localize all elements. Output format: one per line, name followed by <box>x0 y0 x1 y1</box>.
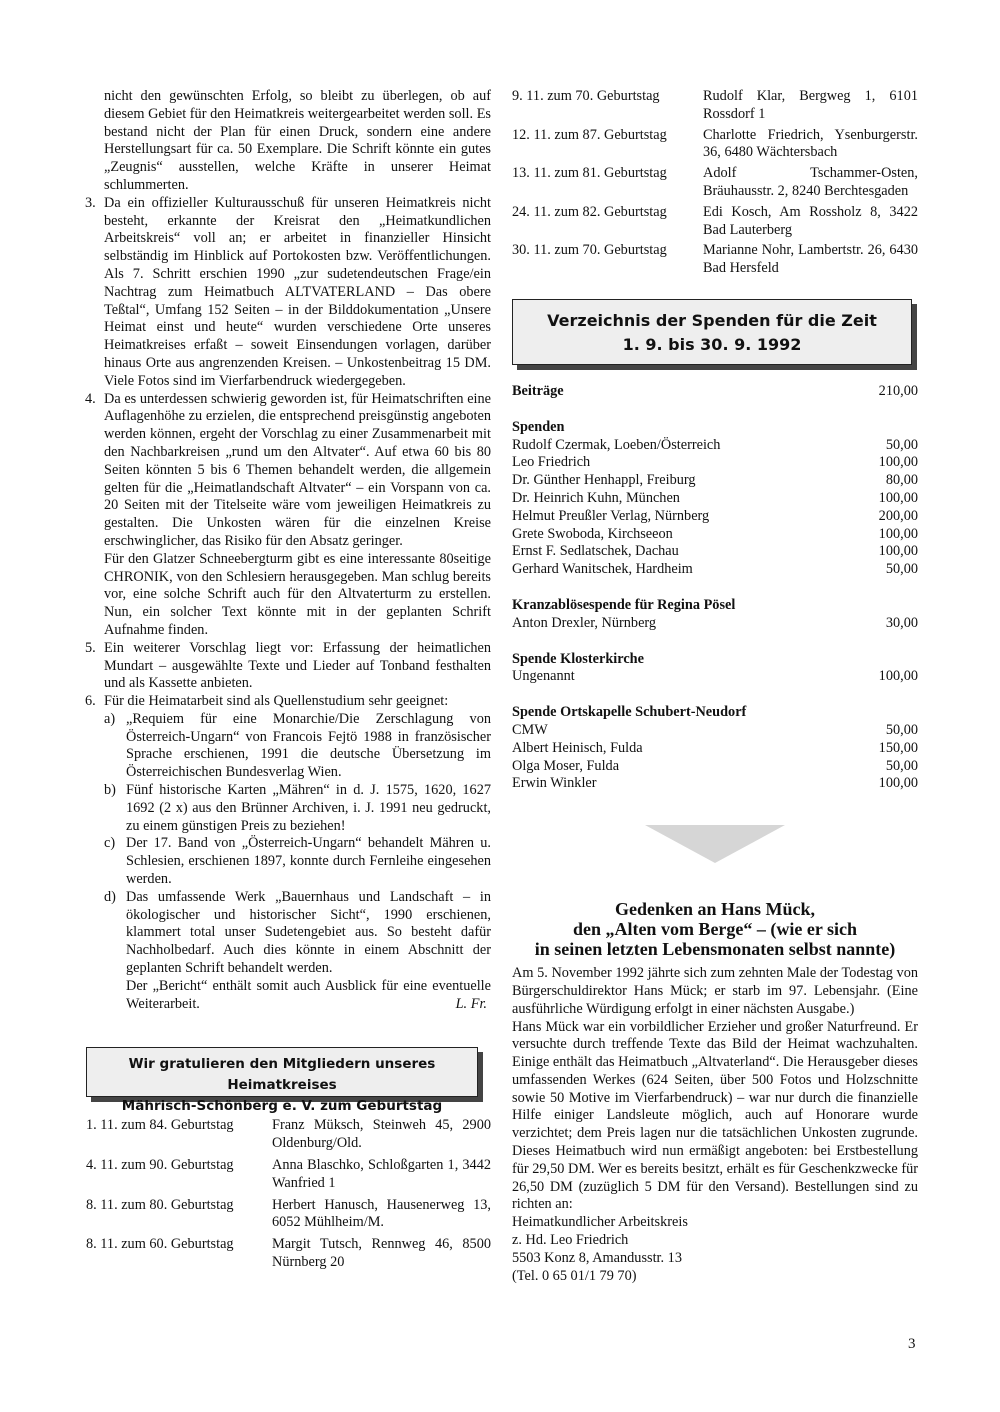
donation-row: Grete Swoboda, Kirchseeon 100,00 <box>512 525 918 542</box>
birthday-box-line2: Mährisch-Schönberg e. V. zum Geburtstag <box>121 1098 443 1115</box>
donation-row: Olga Moser, Fulda 50,00 <box>512 757 918 774</box>
birthday-date: 30. 11. zum 70. Geburtstag <box>512 242 667 259</box>
donation-row: Anton Drexler, Nürnberg 30,00 <box>512 614 918 631</box>
memorial-paragraph-2: Hans Mück war ein vorbildlicher Erzieher und großer Naturfreund. Er versuchte durch treffende Texte das Bild der Heimat wachzuhalten. Einige enthält das Heimatbuch „Altvaterland“. Die Herausgeber dieses umfassenden Werkes (624 Seiten, über 500 Fotos und Holzschnitte sowie 50 Motive im Vierfarbendruck) – war nur durch die finanzielle Hilfe einiger Landsleute möglich, auch auf Honorare wurde verzichtet; dem Preis lagen nur die tatsächlichen Unkosten zugrunde. Dieses Heimatbuch wird nun ermäßigt angeboten: bei Erstbestellung für 29,50 DM. Wer es bereits besitzt, erhält es für Geschenkzwecke für 26,50 DM (zuzüglich 5 DM für den Versand). Bestellungen sind zu richten an: <box>512 1018 918 1213</box>
birthday-name: Charlotte Friedrich, Ysenburgerstr. 36, 6480 Wächtersbach <box>703 126 918 161</box>
page-number: 3 <box>908 1336 916 1352</box>
birthday-name: Margit Tutsch, Rennweg 46, 8500 Nürnberg 20 <box>272 1236 491 1271</box>
donation-row: Erwin Winkler 100,00 <box>512 775 918 792</box>
birthday-date: 8. 11. zum 60. Geburtstag <box>86 1236 234 1253</box>
birthday-box-line1: Wir gratulieren den Mitgliedern unseres Heimatkreises <box>128 1056 436 1094</box>
donation-section-kapelle <box>512 704 918 793</box>
sub-item-d: d) Das umfassende Werk „Bauernhaus und Landschaft – in ökologischer und historischer Sicht“, 1990 erschienen, klammert total unser Sudetengebiet aus. So besteht dafür Nachholbedarf. Auch dies könnte in einem Abschnitt der geplanten Schrift behandelt werden. <box>104 888 491 977</box>
divider-triangle-icon <box>645 825 785 863</box>
section-heading: Spenden <box>512 418 565 435</box>
intro-paragraph: nicht den gewünschten Erfolg, so bleibt zu überlegen, ob auf diesem Gebiet für den Heimatkreis weitergearbeitet werden soll. Es bestand nicht der Plan für einen Druck, sondern eine andere Herstellungsart für ca. 50 Exemplare. Die Schrift könnte ein gutes „Zeugnis“ ausstellen, welche Kräfte in unserer Heimat schlummerten. <box>104 88 491 193</box>
birthday-list-left <box>86 1117 491 1275</box>
closing-paragraph: Der „Bericht“ enthält somit auch Ausblick für eine eventuelle Weiterarbeit. L. Fr. <box>126 977 491 1012</box>
donation-row: Dr. Heinrich Kuhn, München 100,00 <box>512 489 918 506</box>
section-heading: Spende Ortskapelle Schubert-Neudorf <box>512 704 747 721</box>
list-item-6: 6. Für die Heimatarbeit sind als Quellenstudium sehr geeignet: <box>85 693 449 710</box>
donation-section-kranz <box>512 597 918 633</box>
sub-item-c: c) Der 17. Band von „Österreich-Ungarn“ behandelt Mähren u. Schlesien, erschienen 1897, konnte durch Fernleihe eingesehen werden. <box>104 835 491 888</box>
sub-item-b: b) Fünf historische Karten „Mähren“ in d. J. 1575, 1620, 1627 1692 (2 x) aus den Brünner Archiven, i. J. 1991 neu gedruckt, zu einem günstigen Preis zu beziehen! <box>104 782 491 834</box>
beitraege-amount: 210,00 <box>878 382 918 399</box>
birthday-name: Franz Müksch, Steinweh 45, 2900 Oldenburg/Old. <box>272 1117 491 1152</box>
list-item-5: 5. Ein weiterer Vorschlag liegt vor: Erfassung der heimatlichen Mundart – ausgewählte Texte und Lieder auf Tonband festhalten und als Kassette anbieten. <box>85 639 491 692</box>
right-column <box>512 88 918 1285</box>
birthday-date: 12. 11. zum 87. Geburtstag <box>512 126 667 143</box>
donation-row: Rudolf Czermak, Loeben/Österreich 50,00 <box>512 436 918 453</box>
section-heading: Kranzablösespende für Regina Pösel <box>512 596 736 613</box>
donation-row: Dr. Günther Henhappl, Freiburg 80,00 <box>512 472 918 489</box>
birthday-name: Anna Blaschko, Schloßgarten 1, 3442 Wanfried 1 <box>272 1157 491 1191</box>
birthday-date: 4. 11. zum 90. Geburtstag <box>86 1157 234 1174</box>
birthday-name: Adolf Tschammer-Osten, Bräuhausstr. 2, 8240 Berchtesgaden <box>703 165 918 199</box>
list-item-4: 4. Da es unterdessen schwierig geworden ist, für Heimatschriften eine Auflagenhöhe zu erzielen, die entsprechend preisgünstig angeboten werden können, ergeht der Vorschlag zu einer Zusammenarbeit mit den Nachbarkreisen „rund um den Altvater“. Auf etwa 60 bis 80 Seiten könnten 5 bis 6 Themen behandelt werden, die allgemein gelten für die „Heimatlandschaft Altvater“ – ein Vorspann von ca. 20 Seiten mit der Titelseite wäre vom jeweiligen Heimatkreis zu gestalten. Die Unkosten wären für die einzelnen Kreise erschwinglicher, das Risiko für den Absatz geringer. <box>85 390 491 549</box>
beitraege-label: Beiträge <box>512 382 564 399</box>
birthday-name: Rudolf Klar, Bergweg 1, 6101 Rossdorf 1 <box>703 88 918 122</box>
birthday-name: Marianne Nohr, Lambertstr. 26, 6430 Bad Hersfeld <box>703 242 918 277</box>
memorial-title: Gedenken an Hans Mück, den „Alten vom Berge“ – (wie er sich in seinen letzten Lebensmonaten selbst nannte) <box>534 899 896 960</box>
order-address: Heimatkundlicher Arbeitskreis z. Hd. Leo Friedrich 5503 Konz 8, Amandusstr. 13 (Tel. 0 65 01/1 79 70) <box>512 1214 688 1284</box>
list-item-4-extra: Für den Glatzer Schneebergturm gibt es eine interessante 80seitige CHRONIK, von den Schlesiern herausgegeben. Man schlug bereits vor, eine solche Schrift auch für den Altvaterturm zu erstellen. Nun, ein solcher Text könnte mit in der geplanten Schrift Aufnahme finden. <box>104 550 491 638</box>
donation-section-kloster <box>512 651 918 687</box>
birthday-date: 13. 11. zum 81. Geburtstag <box>512 165 667 182</box>
birthday-box <box>86 1047 478 1115</box>
birthday-date: 9. 11. zum 70. Geburtstag <box>512 88 660 104</box>
birthday-date: 8. 11. zum 80. Geburtstag <box>86 1196 234 1213</box>
memorial-paragraph-1: Am 5. November 1992 jährte sich zum zehnten Male der Todestag von Bürgerschuldirektor Hans Mück; er starb im 97. Lebensjahr. (Eine ausführliche Würdigung erfolgt in einer nächsten Ausgabe.) <box>512 965 918 1017</box>
donation-row: CMW 50,00 <box>512 721 918 738</box>
donation-row: Leo Friedrich 100,00 <box>512 454 918 471</box>
donation-row: Helmut Preußler Verlag, Nürnberg 200,00 <box>512 507 918 524</box>
donation-section-spenden <box>512 419 918 579</box>
birthday-name: Herbert Hanusch, Hausenerweg 13, 6052 Mühlheim/M. <box>272 1196 491 1231</box>
left-column <box>86 88 491 1276</box>
donation-row: Gerhard Wanitschek, Hardheim 50,00 <box>512 561 918 578</box>
beitraege-row <box>512 383 918 401</box>
author-signature: L. Fr. <box>455 995 487 1012</box>
donations-box-line2: 1. 9. bis 30. 9. 1992 <box>622 334 802 354</box>
donation-row: Ernst F. Sedlatschek, Dachau 100,00 <box>512 543 918 560</box>
birthday-date: 24. 11. zum 82. Geburtstag <box>512 203 667 220</box>
list-item-3: 3. Da ein offizieller Kulturausschuß für unseren Heimatkreis nicht besteht, erkannte der Kreisrat den „Heimatkundlichen Arbeitskreis“ voll an; er arbeitet in finanzieller Hinsicht selbständig im Hinblick auf Portokosten bzw. Veröffentlichungen. Als 7. Schritt erschien 1990 „zur sudetendeutschen Frage/ein Nachtrag zum Heimatbuch ALTVATERLAND – Das obere Teßtal“, Umfang 152 Seiten – in der Bilddokumentation „Unsere Heimat einst und heute“ wurden verschiedene Orte unseres Heimatkreises erfaßt – soweit Einsendungen vorlagen, darüber hinaus Orte aus angrenzenden Kreisen. – Unkostenbeitrag 15 DM. Viele Fotos sind im Vierfarbendruck wiedergegeben. <box>85 194 491 389</box>
donations-box <box>512 299 912 365</box>
birthday-date: 1. 11. zum 84. Geburtstag <box>86 1117 234 1134</box>
donation-row: Ungenannt 100,00 <box>512 668 918 685</box>
donation-row: Albert Heinisch, Fulda 150,00 <box>512 739 918 756</box>
birthday-list-right <box>512 88 918 281</box>
donations-box-line1: Verzeichnis der Spenden für die Zeit <box>547 310 877 330</box>
birthday-name: Edi Kosch, Am Rossholz 8, 3422 Bad Lauterberg <box>703 203 918 238</box>
section-heading: Spende Klosterkirche <box>512 650 644 667</box>
sub-item-a: a) „Requiem für eine Monarchie/Die Zerschlagung von Österreich-Ungarn“ von Francois Fejtö 1988 in französischer Sprache erschienen, 1991 die deutsche Übersetzung im Österreichischen Bundesverlag Wien. <box>104 710 491 781</box>
